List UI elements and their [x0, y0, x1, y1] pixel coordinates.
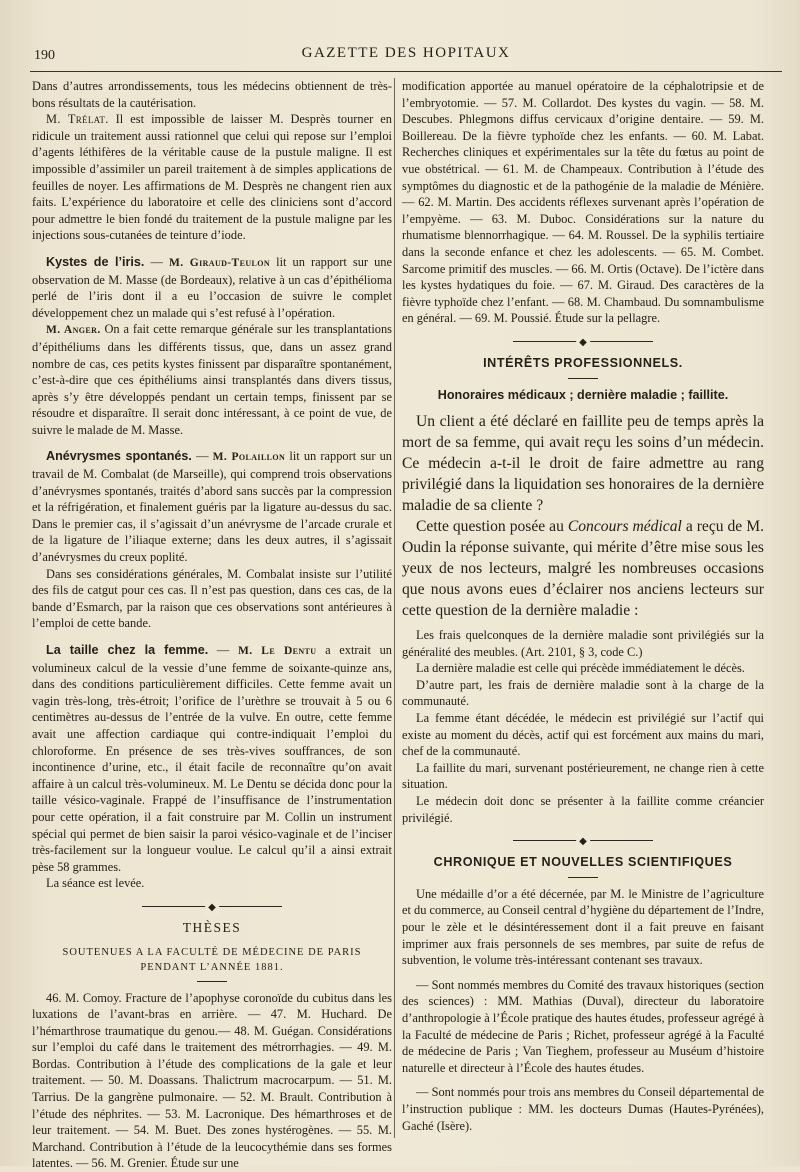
- journal-name: Concours médical: [568, 518, 682, 535]
- theses-subtitle-line-1: SOUTENUES A LA FACULTÉ DE MÉDECINE DE PARIS: [62, 947, 361, 958]
- short-rule: [197, 981, 227, 982]
- reply-2: La dernière maladie est celle qui précède immédiatement le décès.: [402, 660, 764, 677]
- right-column: [402, 78, 764, 1134]
- theses-list: 46. M. Comoy. Fracture de l’apophyse coronoïde du cubitus dans les luxations de l’avant-bras en arrière. — 47. M. Huchard. De l’hémarthrose traumatique du genou.— 48. M. Guégan. Considérations sur l’emploi du café dans le traitement des métrorrhagies. — 49. M. Bordas. Contribution à l’étude des complications de la gale et leur traitement. — 50. M. Doassans. Thalictrum macrocarpum. — 51. M. Tarrius. De la gangrène pulmonaire. — 52. M. Brault. Contribution à l’étude des néphrites. — 53. M. Lacronique. Des hémarthroses et de leur traitement. — 54. M. Buet. Des zones hystérogènes. — 55. M. Marchand. Contribution à l’étude de la leucocythémie dans ses formes latentes. — 56. M. Grenier. Étude sur une: [32, 990, 392, 1172]
- anger-paragraph: [32, 321, 392, 438]
- reply-1: Les frais quelconques de la dernière maladie sont privilégiés sur la généralité des meubles. (Art. 2101, § 3, code C.): [402, 627, 764, 660]
- speaker-name: M. Anger.: [46, 324, 101, 336]
- anevrysmes-section: Anévrysmes spontanés. — M. Polaillon lit un rapport sur un travail de M. Combalat (de Marseille), qui comprend trois observations d’anévrysmes spontanés, traités d’abord sans succès par la compression et la réfrigération, et finalement guéris par la ligature au-dessus du sac. Dans le premier cas, il s’agissait d’un anévrysme de l’arcade crurale et de la ligature de l’iliaque externe; dans les deux autres, il s’agissait d’anévrysmes du creux poplité.: [32, 448, 392, 565]
- paragraph-text: Il est impossible de laisser M. Desprès tourner en ridicule un traitement aussi rationnel que celui qui repose sur l’emploi d’agents léthifères de la véritable cause de la pustule maligne. Il est impossible d’assimiler un pareil traitement à de simples applications de feuilles de noyer. Les affirmations de M. Desprès ne changent rien aux faits. L’expérience du laboratoire et celle des cliniciens sont d’accord pour admettre le bien fondé du traitement de la pustule maligne par les injections sous-cutanées de teinture d’iode.: [32, 112, 392, 242]
- paragraph-text: Cette question posée au: [416, 518, 568, 535]
- page-header: [30, 42, 782, 66]
- section-title: Kystes de l’iris.: [46, 255, 144, 269]
- chronique-paragraph-3: — Sont nommés pour trois ans membres du Conseil départemental de l’instruction publique : MM. les docteurs Dumas (Hautes-Pyrénées), Gaché (Isère).: [402, 1084, 764, 1134]
- header-rule: [30, 71, 782, 72]
- paragraph-text: On a fait cette remarque générale sur les transplantations d’épithéliums dans les différents tissus, que, dans un assez grand nombre de cas, ces petits kystes finissent par disparaître spontanément, c’est-à-dire que ces épithéliums ainsi transplantés dans divers tissus, après s’y être développés pendant un certain temps, finissent par se résoudre et disparaître. Il serait donc intéressant, à ce point de vue, de suivre le malade de M. Masse.: [32, 322, 392, 437]
- speaker-name: M. Trélat.: [46, 112, 109, 126]
- ornament-divider: ◆: [513, 337, 653, 345]
- ornament-divider: ◆: [142, 902, 282, 910]
- theses-subtitle: [32, 945, 392, 975]
- theses-list-continued: modification apportée au manuel opératoire de la céphalotripsie et de l’embryotomie. — 57. M. Collardot. Des kystes du vagin. — 58. M. Descubes. Phlegmons diffus cervicaux d’origine dentaire. — 59. M. Boillereau. De la fièvre typhoïde chez les enfants. — 60. M. Labat. Recherches cliniques et expérimentales sur la tête du fœtus au point de vue obstétrical. — 61. M. de Champeaux. Contribution à l’étude des symptômes du diagnostic et de la pathogénie de la maladie de Ménière. — 62. M. Martin. Des accidents réflexes survenant après l’opération de l’empyème. — 63. M. Duboc. Considérations sur la nature du rhumatisme blennorrhagique. — 64. M. Roussel. De la syphilis tertiaire dans la seconde enfance et chez les adolescents. — 65. M. Combet. Sarcome primitif des muscles. — 66. M. Ortis (Octave). De l’ictère dans les kystes hydatiques du foie. — 67. M. Giraud. Des caractères de la fièvre typhoïde chez l’enfant. — 68. M. Chambaud. Du somnambulisme en général. — 69. M. Poussié. Étude sur la pellagre.: [402, 78, 764, 327]
- section-author: M. Polaillon: [213, 451, 286, 463]
- section-title: La taille chez la femme.: [46, 643, 208, 657]
- reply-5: La faillite du mari, survenant postérieurement, ne change rien à cette situation.: [402, 760, 764, 793]
- chronique-title: CHRONIQUE ET NOUVELLES SCIENTIFIQUES: [402, 854, 764, 871]
- chronique-paragraph-1: Une médaille d’or a été décernée, par M. le Ministre de l’agriculture et du commerce, au Conseil central d’hygiène du département de l’Indre, pour le zèle et le désintéressement dont il a fait preuve en faisant imprimer aux frais personnels de ses membres, par suite de refus de subvention, le volume très-intéressant contenant ses travaux.: [402, 886, 764, 969]
- paragraph-text: a reçu de M. Oudin la réponse suivante, qui mérite d’être mise sous les yeux de nos lecteurs, malgré les nombreuses occasions que nous avons eues d’éclairer nos anciens lecteurs sur cette question de la dernière maladie :: [402, 518, 764, 619]
- section-author: M. Giraud-Teulon: [169, 257, 270, 269]
- honoraires-title: Honoraires médicaux ; dernière maladie ; faillite.: [402, 387, 764, 404]
- interets-title: INTÉRÊTS PROFESSIONNELS.: [402, 355, 764, 372]
- intro-question: Un client a été déclaré en faillite peu de temps après la mort de sa femme, qui avait reçu les soins d’un médecin. Ce médecin a-t-il le droit de faire admettre au rang privilégié dans la liquidation ses honoraires de la dernière maladie de sa cliente ?: [402, 411, 764, 516]
- reply-4: La femme étant décédée, le médecin est privilégié sur l’actif qui existe au moment du décès, actif qui est forcément aux mains du mari, chef de la communauté.: [402, 710, 764, 760]
- intro-paragraph: Dans d’autres arrondissements, tous les médecins obtiennent de très-bons résultats de la cautérisation.: [32, 78, 392, 111]
- section-author: M. Le Dentu: [238, 645, 317, 657]
- theses-subtitle-line-2: PENDANT L’ANNÉE 1881.: [140, 962, 283, 973]
- paragraph-text: lit un rapport sur une observation de M. Masse (de Bordeaux), relative à un cas d’épithélioma perlé de l’iris dont il a eu l’occasion de suivre le complet développement chez un malade qui s’est refusé à l’opération.: [32, 255, 392, 320]
- kystes-section: Kystes de l’iris. — M. Giraud-Teulon lit un rapport sur une observation de M. Masse (de Bordeaux), relative à un cas d’épithélioma perlé de l’iris dont il a eu l’occasion de suivre le complet développement chez un malade qui s’est refusé à l’opération.: [32, 254, 392, 321]
- left-column: [32, 78, 392, 1172]
- concours-paragraph: [402, 516, 764, 621]
- short-rule: [568, 877, 598, 878]
- running-title: GAZETTE DES HOPITAUX: [30, 45, 782, 62]
- short-rule: [568, 378, 598, 379]
- anevrysmes-paragraph-2: Dans ses considérations générales, M. Combalat insiste sur l’utilité des fils de catgut pour ces cas. Il n’est pas question, dans ces cas, de la bande d’Esmarch, par la raison que ces observations sont antérieures à l’emploi de cette bande.: [32, 566, 392, 632]
- chronique-paragraph-2: — Sont nommés membres du Comité des travaux historiques (section des sciences) : MM. Mathias (Duval), directeur du laboratoire d’anthropologie à l’École pratique des hautes études, professeur agrégé à la Faculté de médecine de Paris ; Richet, professeur agrégé à la Faculté de médecine de Paris ; Van Tieghem, professeur au Muséum d’histoire naturelle et directeur à l’École des hautes études.: [402, 977, 764, 1077]
- taille-section: La taille chez la femme. — M. Le Dentu a extrait un volumineux calcul de la vessie d’une femme de soixante-quinze ans, dans des conditions particulièrement difficiles. Cette femme avait un vagin très-long, très-étroit; l’orifice de l’urèthre se trouvait à 5 ou 6 centimètres au-dessus de l’entrée de la vulve. En outre, cette femme avait une affection cardiaque qui contre-indiquait l’emploi du chloroforme. En présence de ses très-vives souffrances, de son incontinence d’urine, etc., il était facile de reconnaître qu’on avait affaire à un calcul très-volumineux. M. Le Dentu se décida donc pour la taille vésico-vaginale. Frappé de l’insuffisance de l’instrumentation pour cette opération, il a fait construire par M. Collin un instrument spécial qui permet de bien saisir la paroi vésico-vaginale et de l’inciser très-facilement sur la longueur voulue. Le calcul qu’il a ainsi extrait pèse 58 grammes.: [32, 642, 392, 875]
- paragraph-text: a extrait un volumineux calcul de la vessie d’une femme de soixante-quinze ans, dans des conditions particulièrement difficiles. Cette femme avait un vagin très-long, très-étroit; l’orifice de l’urèthre se trouvait à 5 ou 6 centimètres au-dessus de l’entrée de la vulve. En outre, cette femme avait une affection cardiaque qui contre-indiquait l’emploi du chloroforme. En présence de ses très-vives souffrances, de son incontinence d’urine, etc., il était facile de reconnaître qu’on avait affaire à un calcul très-volumineux. M. Le Dentu se décida donc pour la taille vésico-vaginale. Frappé de l’insuffisance de l’instrumentation pour cette opération, il a fait construire par M. Collin un instrument spécial qui permet de bien saisir la paroi vésico-vaginale et de l’inciser très-facilement sur la longueur voulue. Le calcul qu’il a ainsi extrait pèse 58 grammes.: [32, 643, 392, 874]
- page-number: 190: [34, 48, 55, 64]
- seance-levee: La séance est levée.: [32, 875, 392, 892]
- reply-6: Le médecin doit donc se présenter à la faillite comme créancier privilégié.: [402, 793, 764, 826]
- ornament-divider: ◆: [513, 836, 653, 844]
- trelat-paragraph: [32, 111, 392, 244]
- reply-3: D’autre part, les frais de dernière maladie sont à la charge de la communauté.: [402, 677, 764, 710]
- paragraph-text: lit un rapport sur un travail de M. Combalat (de Marseille), qui comprend trois observations d’anévrysmes spontanés, traités d’abord sans succès par la compression et la réfrigération, et finalement guéris par la ligature au-dessus du sac. Dans le premier cas, il s’agissait d’un anévrysme de l’arcade crurale et de la ligature de l’iliaque externe; dans les deux autres, il s’agissait d’anévrysmes du creux poplité.: [32, 449, 392, 564]
- column-divider: [394, 78, 395, 1138]
- section-title: Anévrysmes spontanés.: [46, 449, 192, 463]
- theses-title: THÈSES: [32, 920, 392, 937]
